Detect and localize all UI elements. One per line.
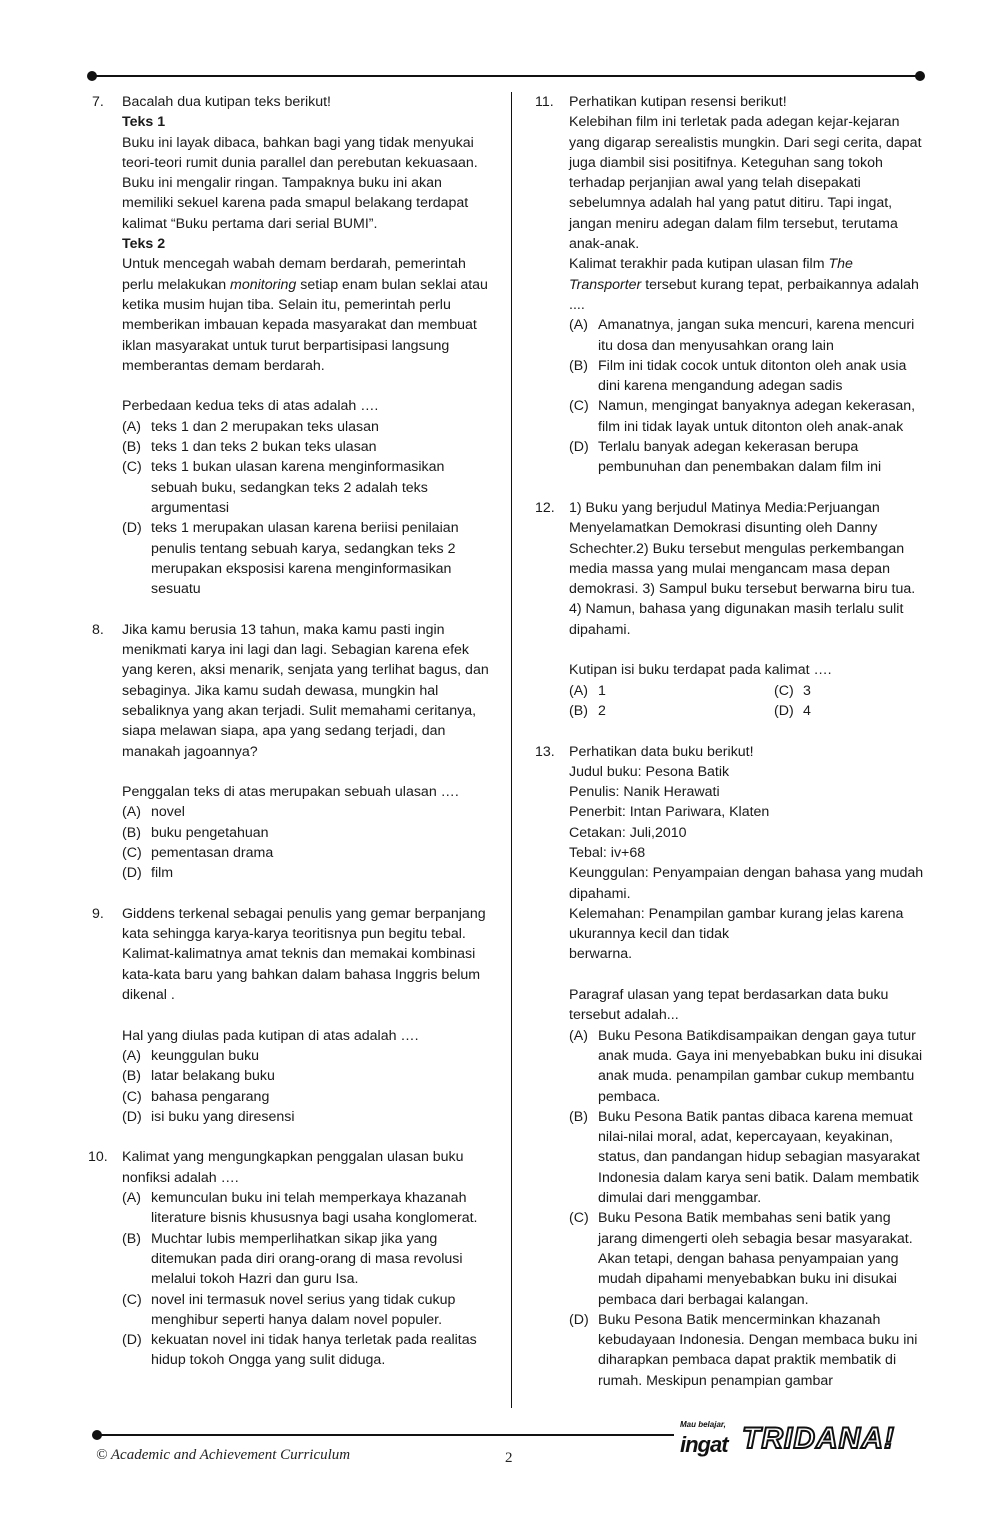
option-a: (A) kemunculan buku ini telah memperkaya khazanah literature bisnis khususnya bagi usaha konglomerat. (122, 1190, 478, 1227)
book-data-publisher: Penerbit: Intan Pariwara, Klaten (569, 804, 770, 821)
option-a: (A) keunggulan buku (122, 1047, 260, 1064)
question-9 (92, 904, 492, 1127)
option-b: (B) 2 (569, 702, 606, 719)
option-c: (C) 3 (774, 682, 811, 699)
option-c: (C) pementasan drama (122, 844, 274, 861)
question-prompt: Penggalan teks di atas merupakan sebuah ulasan …. (122, 784, 459, 801)
left-column (88, 92, 492, 1391)
option-b: (B) buku pengetahuan (122, 824, 269, 841)
book-data-author: Penulis: Nanik Herawati (569, 784, 720, 801)
option-a: (A) novel (122, 804, 185, 821)
option-b: (B) Muchtar lubis memperlihatkan sikap jika yang ditemukan pada diri orang-orang di masa revolusi melalui tokoh Hazri dan guru Isa. (122, 1230, 463, 1288)
option-b: (B) teks 1 dan teks 2 bukan teks ulasan (122, 439, 377, 456)
tridana-logo (676, 1418, 926, 1466)
option-d: (D) 4 (774, 702, 811, 719)
question-8 (92, 620, 492, 884)
logo-tagline: Mau belajar, (680, 1420, 726, 1429)
question-number: 10. (88, 1149, 108, 1166)
option-d: (D) kekuatan novel ini tidak hanya terletak pada realitas hidup tokoh Ongga yang sulit diduga. (122, 1332, 477, 1369)
right-column (535, 92, 929, 1411)
option-c: (C) novel ini termasuk novel serius yang tidak cukup menghibur seperti hanya dalam novel populer. (122, 1291, 456, 1328)
book-data-title: Judul buku: Pesona Batik (569, 763, 730, 780)
question-prompt: Hal yang diulas pada kutipan di atas adalah …. (122, 1027, 419, 1044)
question-10 (88, 1147, 492, 1370)
question-number: 9. (92, 905, 104, 922)
question-prompt: Kalimat terakhir pada kutipan ulasan film The Transporter tersebut kurang tepat, perbaikannya adalah .... (569, 256, 919, 313)
question-passage: Giddens terkenal sebagai penulis yang gemar berpanjang kata sehingga karya-karya teoritisnya pun begitu tebal. Kalimat-kalimatnya amat teknis dan memakai kombinasi kata-kata baru yang bahkan dalam bahasa Inggris belum dikenal . (122, 905, 486, 1004)
logo-ingat: ingat (680, 1432, 728, 1457)
page-number: 2 (505, 1450, 513, 1466)
option-d: (D) Terlalu banyak adegan kekerasan berupa pembunuhan dan penembakan dalam film ini (569, 439, 882, 476)
options-grid (569, 681, 929, 722)
option-c: (C) Buku Pesona Batik membahas seni batik yang jarang dimengerti oleh sebagia besar masyarakat. Akan tetapi, dengan bahasa penyampaian yang mudah dipahami menyebabkan buku ini disukai pembaca dari berbagai kalangan. (569, 1210, 913, 1308)
bottom-rule (96, 1434, 674, 1436)
footer-copyright: © Academic and Achievement Curriculum (96, 1447, 351, 1463)
question-number: 11. (535, 94, 554, 110)
question-intro: Bacalah dua kutipan teks berikut! (122, 94, 332, 110)
book-data-edition: Cetakan: Juli,2010 (569, 824, 687, 841)
logo-brand: TRIDANA! (742, 1422, 895, 1455)
top-rule-dot-right (915, 71, 925, 81)
question-prompt: Kutipan isi buku terdapat pada kalimat …. (569, 662, 832, 679)
book-data-weakness-cont: berwarna. (569, 946, 633, 963)
option-b: (B) latar belakang buku (122, 1068, 275, 1085)
question-passage: Jika kamu berusia 13 tahun, maka kamu pasti ingin menikmati karya ini lagi dan lagi. Sebagian karena efek yang keren, aksi menarik, senjata yang terlihat bagus, dan sebaginya. Jika kamu sudah dewasa, mungkin hal sebaliknya yang akan terjadi. Sulit memahami ceritanya, siapa melawan siapa, apa yang sedang terjadi, dan manakah jagoannya? (122, 621, 489, 760)
option-d: (D) Buku Pesona Batik mencerminkan khazanah kebudayaan Indonesia. Dengan membaca buku ini diharapkan pembaca dapat praktik membatik di rumah. Meskipun penampian gambar (569, 1311, 918, 1389)
question-7 (92, 92, 492, 599)
option-a: (A) Amanatnya, jangan suka mencuri, karena mencuri itu dosa dan menyusahkan orang lain (569, 317, 915, 354)
text-2-body: Untuk mencegah wabah demam berdarah, pemerintah perlu melakukan monitoring setiap enam bulan seklai atau ketika musim hujan tiba. Selain itu, pemerintah perlu memberikan imbauan kepada masyarakat dan membuat iklan masyarakat untuk turut berpartisipasi langsung memberantas demam berdarah. (122, 256, 488, 374)
question-passage: Kelebihan film ini terletak pada adegan kejar-kejaran yang digarap serealistis mungkin. Dari segi cerita, dapat juga diambil sisi positifnya. Keteguhan sang tokoh terhadap perjanjian awal yang telah disepakati sebelumnya adalah hal yang patut ditiru. Tapi ingat, jangan meniru adegan dalam film tersebut, terutama anak-anak. (569, 114, 922, 253)
option-c: (C) Namun, mengingat banyaknya adegan kekerasan, film ini tidak layak untuk ditonton oleh anak-anak (569, 398, 916, 435)
question-11 (535, 92, 929, 478)
book-data-pages: Tebal: iv+68 (569, 844, 646, 861)
option-d: (D) teks 1 merupakan ulasan karena beriisi penilaian penulis tentang sebuah karya, sedangkan teks 2 merupakan eksposisi karena menginformasikan sesuatu (122, 520, 459, 598)
text-1-body: Buku ini layak dibaca, bahkan bagi yang tidak menyukai teori-teori rumit dunia parallel dan perebutan kekuasaan. Buku ini mengalir ringan. Tampaknya buku ini akan memiliki sekuel karena pada smapul belakang terdapat kalimat “Buku pertama dari serial BUMI”. (122, 134, 478, 232)
question-passage: 1) Buku yang berjudul Matinya Media:Perjuangan Menyelamatkan Demokrasi disunting oleh Danny Schechter.2) Buku tersebut mengulas perkembangan media massa yang mulai mengancam masa depan demokrasi. 3) Sampul buku tersebut berwarna biru tua. 4) Namun, bahasa yang digunakan masih terlalu sulit dipahami. (569, 499, 916, 638)
column-divider (511, 92, 512, 1408)
book-data-weakness: Kelemahan: Penampilan gambar kurang jelas karena ukurannya kecil dan tidak (569, 905, 904, 943)
question-prompt: Perbedaan kedua teks di atas adalah …. (122, 398, 379, 415)
question-number: 12. (535, 499, 555, 516)
question-number: 8. (92, 621, 104, 638)
question-number: 13. (535, 743, 555, 760)
option-a: (A) Buku Pesona Batikdisampaikan dengan gaya tutur anak muda. Gaya ini menyebabkan buku ini disukai anak muda. penampilan gambar cukup membantu pembaca. (569, 1027, 923, 1105)
option-b: (B) Film ini tidak cocok untuk ditonton oleh anak usia dini karena mengandung adegan sadis (569, 357, 907, 395)
book-data-strength: Keunggulan: Penyampaian dengan bahasa yang mudah dipahami. (569, 865, 924, 902)
option-a: (A) 1 (569, 682, 606, 699)
option-d: (D) film (122, 865, 174, 882)
top-rule (92, 75, 920, 77)
question-prompt: Kalimat yang mengungkapkan penggalan ulasan buku nonfiksi adalah …. (122, 1149, 464, 1186)
question-12 (535, 498, 929, 721)
option-c: (C) teks 1 bukan ulasan karena menginformasikan sebuah buku, sedangkan teks 2 adalah teks argumentasi (122, 459, 445, 516)
question-intro: Perhatikan kutipan resensi berikut! (569, 94, 787, 110)
option-c: (C) bahasa pengarang (122, 1088, 270, 1105)
top-rule-dot-left (87, 71, 97, 81)
text-2-label: Teks 2 (122, 236, 166, 253)
option-b: (B) Buku Pesona Batik pantas dibaca karena memuat nilai-nilai moral, adat, kepercayaan, keyakinan, status, dan pandangan hidup sebagian masyarakat Indonesia dalam karya seni batik. Dalam membatik dimulai dari menggambar. (569, 1108, 920, 1207)
text-1-label: Teks 1 (122, 114, 166, 131)
question-prompt: Paragraf ulasan yang tepat berdasarkan data buku tersebut adalah... (569, 987, 889, 1024)
option-d: (D) isi buku yang diresensi (122, 1108, 295, 1125)
question-intro: Perhatikan data buku berikut! (569, 743, 754, 760)
question-13 (535, 742, 929, 1392)
option-a: (A) teks 1 dan 2 merupakan teks ulasan (122, 418, 379, 435)
bottom-rule-dot (92, 1430, 102, 1440)
question-number: 7. (92, 94, 104, 110)
